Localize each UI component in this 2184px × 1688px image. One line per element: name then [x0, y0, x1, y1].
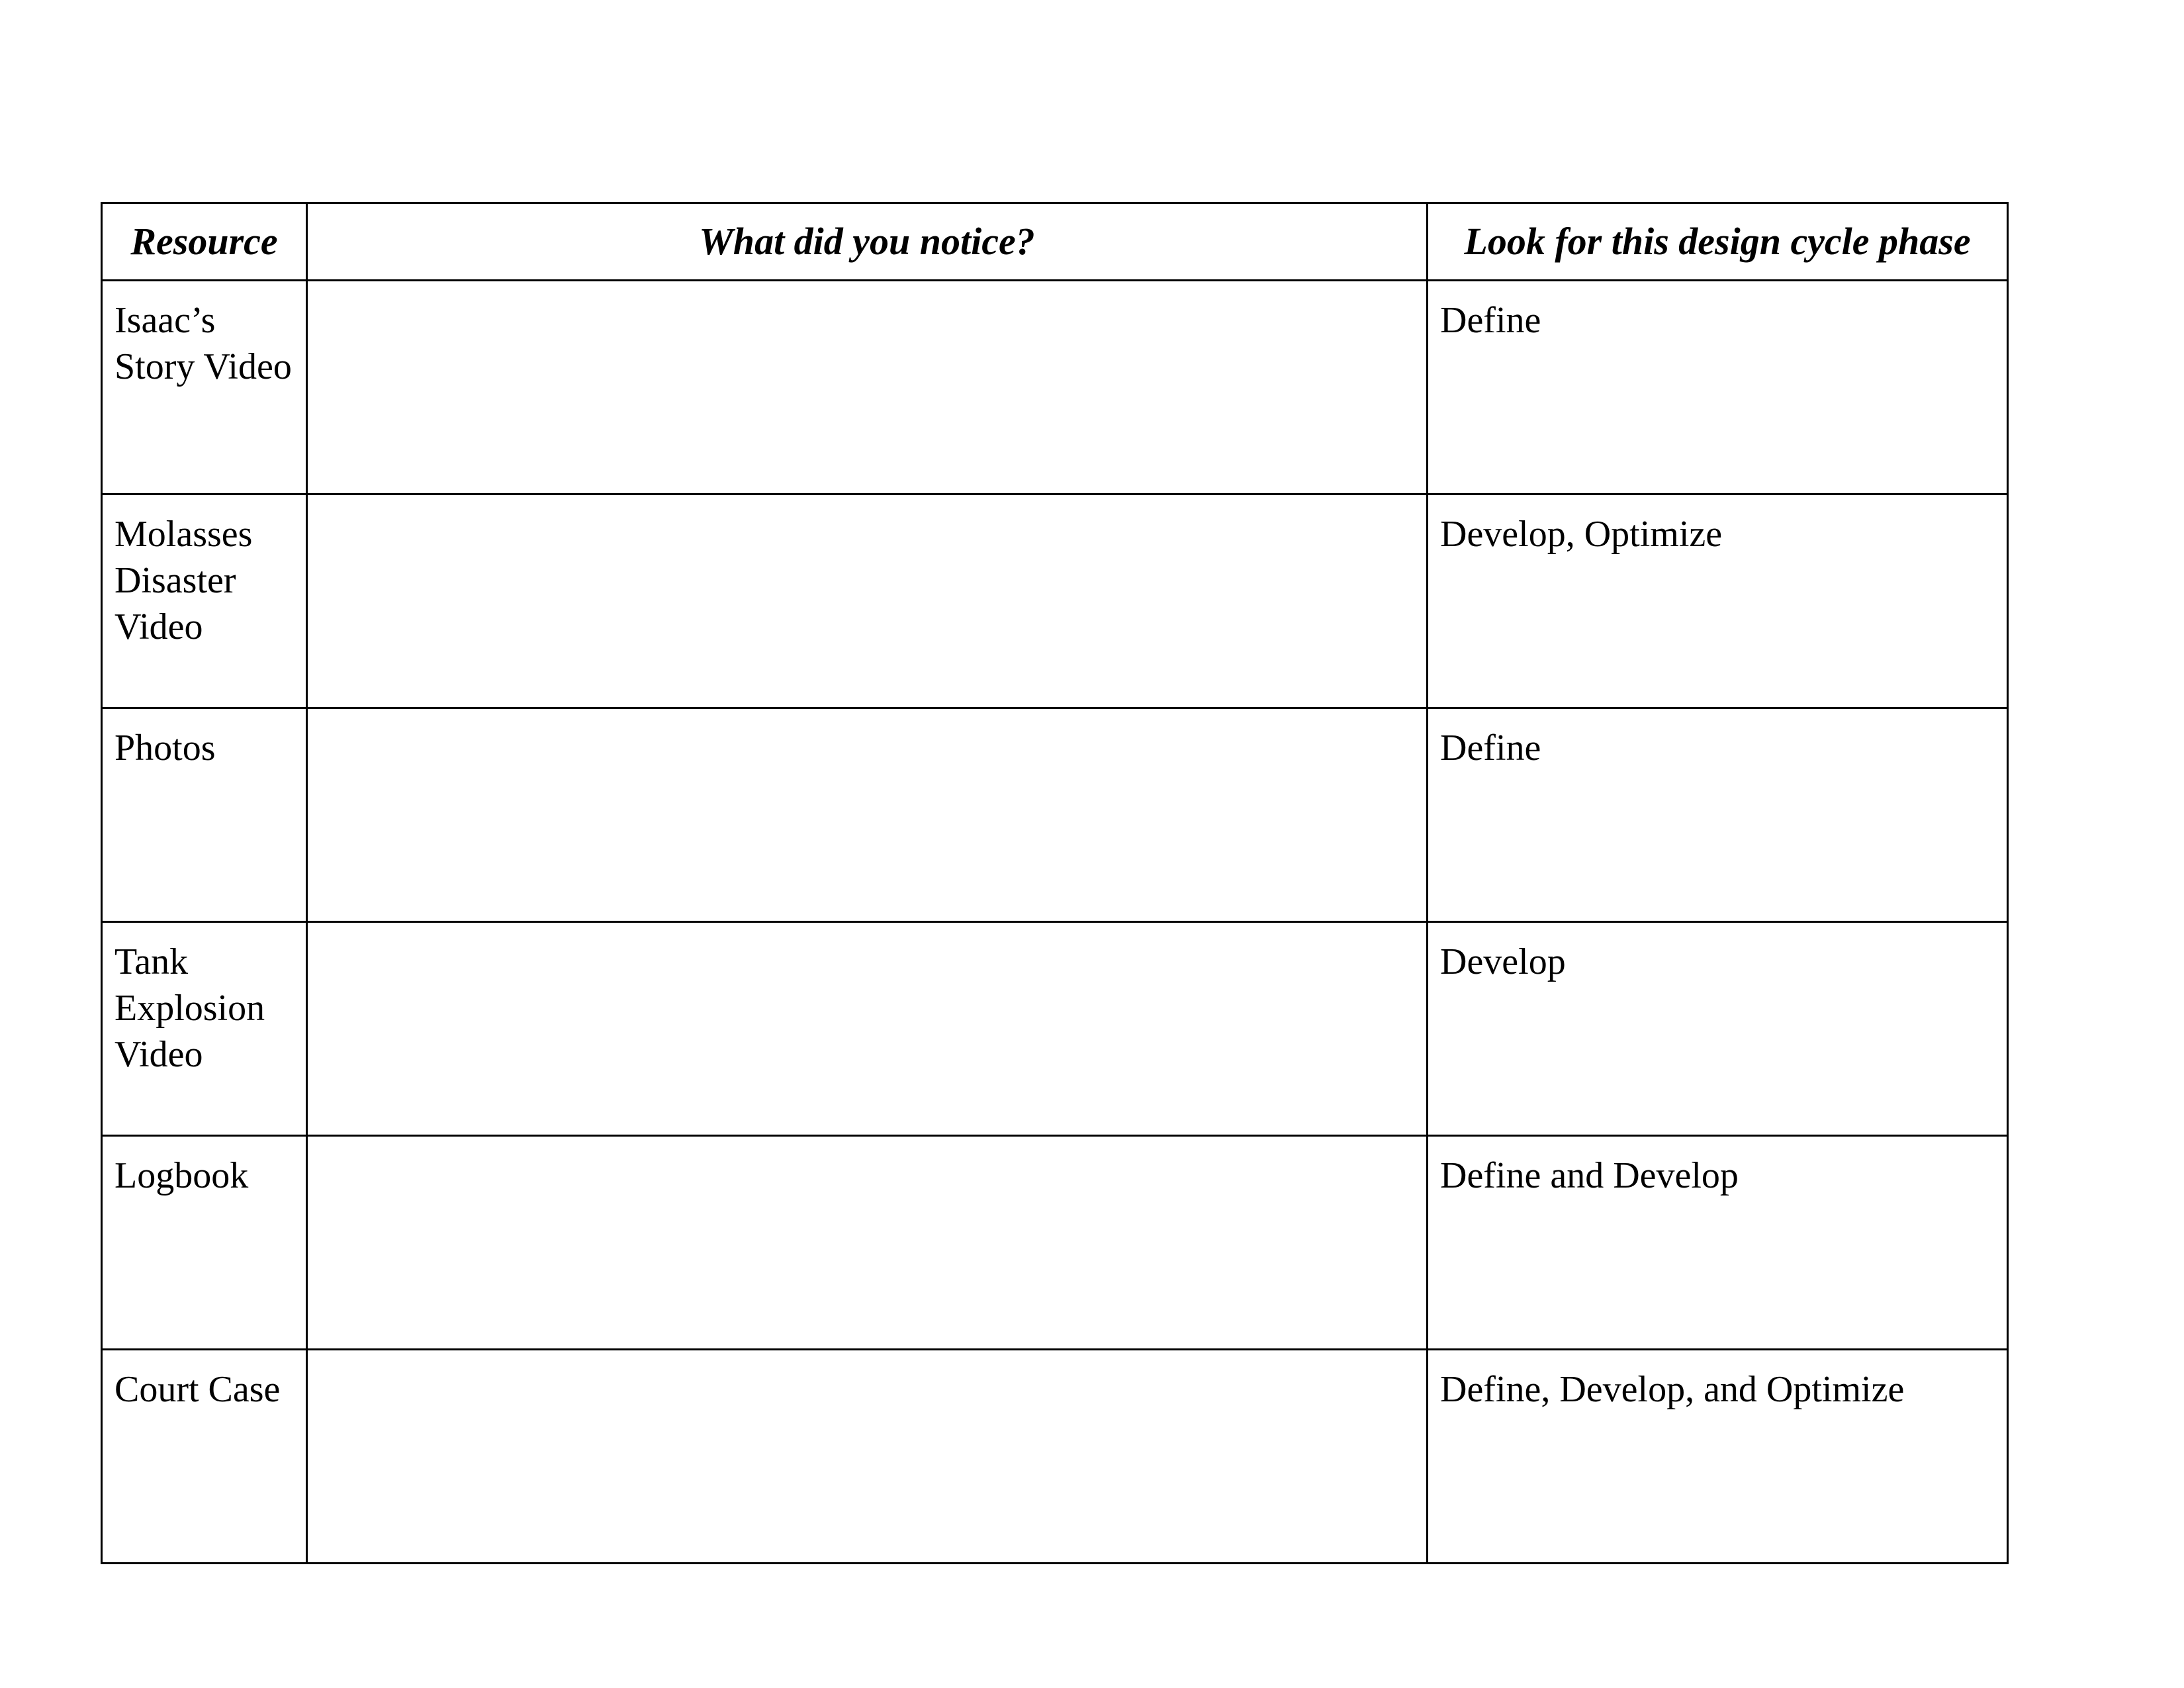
resource-label: Photos — [114, 727, 216, 769]
table-row — [102, 1136, 2008, 1350]
table-row — [102, 281, 2008, 494]
resource-label: Isaac’s Story Video — [114, 300, 292, 387]
phase-cell: Define, Develop, and Optimize — [1428, 1350, 2008, 1564]
resource-label: Molasses Disaster Video — [114, 514, 253, 647]
notice-cell[interactable] — [307, 1350, 1428, 1564]
table-row — [102, 922, 2008, 1136]
header-phase: Look for this design cycle phase — [1428, 203, 2008, 281]
resource-cell — [102, 494, 307, 708]
phase-cell: Develop — [1428, 922, 2008, 1136]
resource-label: Logbook — [114, 1155, 249, 1196]
phase-cell: Define — [1428, 708, 2008, 922]
header-notice: What did you notice? — [307, 203, 1428, 281]
resource-cell — [102, 922, 307, 1136]
resource-cell — [102, 1350, 307, 1564]
table-row — [102, 1350, 2008, 1564]
resource-cell — [102, 281, 307, 494]
header-resource: Resource — [102, 203, 307, 281]
notice-cell[interactable] — [307, 494, 1428, 708]
notice-cell[interactable] — [307, 281, 1428, 494]
notice-cell[interactable] — [307, 1136, 1428, 1350]
notice-cell[interactable] — [307, 922, 1428, 1136]
design-cycle-table — [101, 202, 2009, 1564]
header-row — [102, 203, 2008, 281]
phase-cell: Define and Develop — [1428, 1136, 2008, 1350]
resource-cell — [102, 1136, 307, 1350]
notice-cell[interactable] — [307, 708, 1428, 922]
phase-cell: Define — [1428, 281, 2008, 494]
resource-label: Court Case — [114, 1369, 281, 1410]
resource-cell — [102, 708, 307, 922]
table-row — [102, 494, 2008, 708]
table-row — [102, 708, 2008, 922]
phase-cell: Develop, Optimize — [1428, 494, 2008, 708]
resource-label: Tank Explosion Video — [114, 941, 265, 1075]
